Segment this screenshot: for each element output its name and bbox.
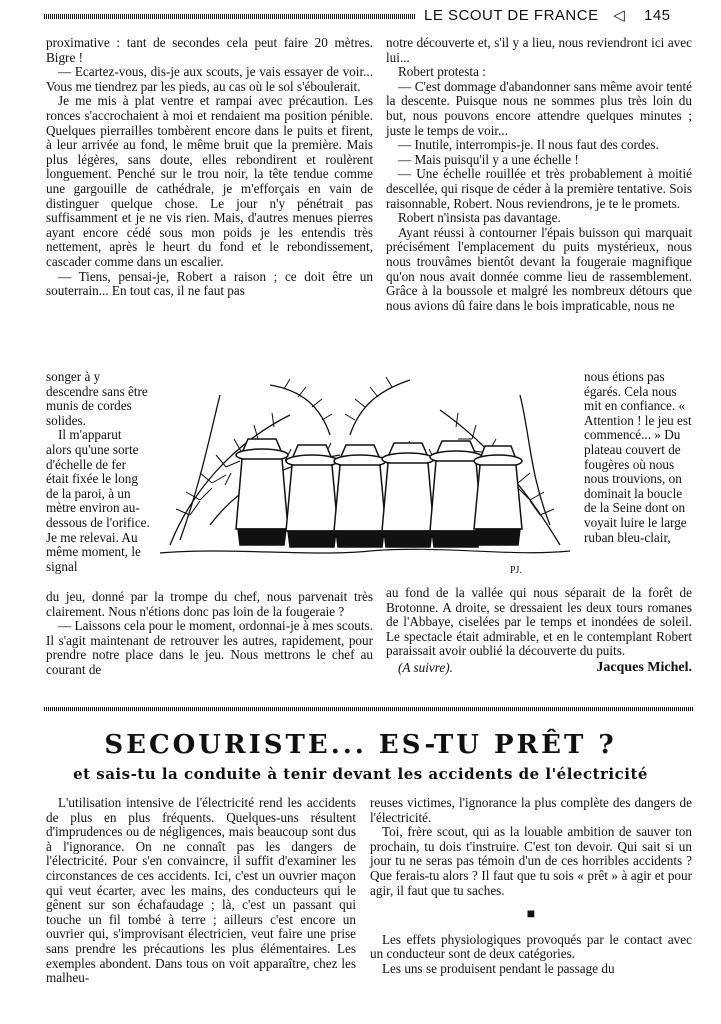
- paragraph: Toi, frère scout, qui as la louable ambition de sauver ton prochain, tu dois t'instruire. C'est ton devoir. Qui sait si un jour tu ne seras pas témoin d'un de ces horribles accidents ? Que ferais-tu alors ? Il faut que tu sois « prêt » à agir et pour agir, il faut que tu saches.: [370, 824, 692, 898]
- page-number: 145: [643, 7, 671, 24]
- separator-square: ■: [526, 907, 536, 923]
- scout-figure: [430, 441, 482, 547]
- paragraph: — Mais puisqu'il y a une échelle !: [398, 151, 579, 167]
- story-left-bottom: [46, 590, 373, 678]
- to-follow: (A suivre).: [398, 659, 453, 675]
- scout-figure: [474, 446, 522, 545]
- scout-figure: [286, 445, 338, 547]
- paragraph: proximative : tant de secondes cela peut faire 20 mètres. Bigre !: [46, 35, 373, 65]
- scout-figure: [382, 443, 434, 547]
- paragraph: — Inutile, interrompis-je. Il nous faut des cordes.: [398, 137, 659, 153]
- author-signature: Jacques Michel.: [596, 659, 692, 675]
- paragraph: au fond de la vallée qui nous séparait de la forêt de Brotonne. A droite, se dressaient les deux tours romanes de l'Abbaye, ciselées par le temps et inondées de soleil. Le spectacle était admirable, et en le contemplant Robert paraissait avoir oublié la découverte du puits.: [386, 585, 692, 659]
- running-head: [424, 6, 671, 24]
- paragraph: Robert protesta :: [398, 64, 486, 80]
- paragraph: — Une échelle rouillée et très probablement à moitié descellée, qui risque de céder à la première tentative. Sois raisonnable, Robert. Nous reviendrons, je te le promets.: [386, 166, 692, 211]
- journal-title: LE SCOUT DE FRANCE: [424, 7, 599, 24]
- scouts-illustration: [150, 375, 580, 585]
- scout-figures: [236, 439, 522, 547]
- article-title: SECOURISTE... ES-TU PRÊT ?: [104, 730, 617, 760]
- paragraph: — Ecartez-vous, dis-je aux scouts, je vais essayer de voir... Vous me tiendrez par les pieds, au cas où le sol s'éboulerait.: [46, 64, 373, 94]
- paragraph: Les effets physiologiques provoqués par le contact avec un conducteur sont de deux catégories.: [370, 931, 692, 962]
- paragraph: Les uns se produisent pendant le passage du: [382, 960, 615, 976]
- story-right-wrap: [584, 370, 692, 545]
- article-left: [46, 796, 356, 986]
- paragraph: songer à y descendre sans être munis de cordes solides.: [46, 369, 148, 428]
- paragraph: L'utilisation intensive de l'électricité rend les accidents de plus en plus fréquents. Quelques-uns résultent d'imprudences ou de négligences, mais beaucoup sont dus à l'ignorance. On ne connaît pas les dangers de l'électricité. Pour s'en convaincre, il suffit d'examiner les circonstances de ces accidents. Ici, c'est un ouvrier maçon qui veut écarter, avec les mains, des conducteurs qui le gênent sur son échafaudage ; là, c'est un passant qui touche un fil tombé à terre ; ailleurs c'est encore un ouvrier qui, s'improvisant électricien, veut faire une prise sans prendre les précautions les plus élémentaires. Les exemples abondent. Dans tous on voit apparaître, chez les malheu-: [46, 795, 356, 986]
- story-right-top: [386, 36, 692, 313]
- paragraph: notre découverte et, s'il y a lieu, nous reviendront ici avec lui...: [386, 35, 692, 65]
- paragraph: Je me mis à plat ventre et rampai avec précaution. Les ronces s'accrochaient à moi et rendaient ma position pénible. Quelques pierrailles tombèrent encore dans le puits et firent, à leur arrivée au fond, le même bruit que la première. Mais plus légères, sans doute, elles rebondirent et roulèrent longuement. Penché sur le trou noir, la tête tendue comme une gargouille de cathédrale, je m'efforçais en vain de distinguer quelque chose. Le jour n'y pénétrait pas suffisamment et je ne vis rien. Mais, d'autres menues pierres ayant encore cédé sous mon poids je les entendis très nettement, après le heurt du fond et le rebondissement, cascader comme dans un escalier.: [46, 93, 373, 269]
- header-rule: [44, 14, 416, 19]
- paragraph: reuses victimes, l'ignorance la plus complète des dangers de l'électricité.: [370, 795, 692, 825]
- paragraph: Ayant réussi à contourner l'épais buisson qui marquait précisément l'emplacement du puits mystérieux, nous nous trouvâmes bientôt devant la fougeraie magnifique qu'on nous avait donnée comme lieu de rassemblement. Grâce à la boussole et malgré les nombreux détours que nous avions dû faire dans le bois impraticable, nous ne: [386, 224, 692, 313]
- story-left-wrap: [46, 370, 150, 574]
- paragraph: du jeu, donné par la trompe du chef, nous parvenait très clairement. Nous n'étions donc pas loin de la fougeraie ?: [46, 589, 373, 619]
- paragraph: Il m'apparut alors qu'une sorte d'échelle de fer était fixée le long de la paroi, à un mètre environ au-dessous de l'orifice. Je me relevai. Au même moment, le signal: [46, 427, 150, 574]
- story-footer: [386, 661, 692, 676]
- paragraph: — Laissons cela pour le moment, ordonnai-je à mes scouts. Il s'agit maintenant de retrouver les autres, rapidement, pour prendre notre place dans le jeu. Nous mettrons le chef au courant de: [46, 618, 373, 677]
- story-right-bottom: [386, 586, 692, 676]
- paragraph: Robert n'insista pas davantage.: [398, 210, 561, 226]
- ground: [160, 549, 570, 553]
- section-divider: [44, 707, 694, 711]
- scout-figure: [236, 439, 288, 545]
- illustrator-initials: PJ.: [510, 565, 522, 576]
- article-subtitle: et sais-tu la conduite à tenir devant les accidents de l'électricité: [73, 765, 648, 783]
- article-right: [370, 796, 692, 977]
- scout-figure: [334, 445, 386, 547]
- story-left-top: [46, 36, 373, 299]
- paragraph: — Tiens, pensai-je, Robert a raison ; ce doit être un souterrain... En tout cas, il ne faut pas: [46, 268, 373, 299]
- paragraph: — C'est dommage d'abandonner sans même avoir tenté la descente. Puisque nous ne sommes plus très loin du but, nous pouvons encore attendre quelques minutes ; juste le temps de voir...: [386, 78, 692, 138]
- left-triangle-icon: ◁: [613, 7, 626, 24]
- paragraph: nous étions pas égarés. Cela nous mit en confiance. « Attention ! le jeu est commencé... » Du plateau couvert de fougères où nous nous trouvions, on dominait la boucle de la Seine dont on voyait luire le large ruban bleu-clair,: [584, 369, 692, 545]
